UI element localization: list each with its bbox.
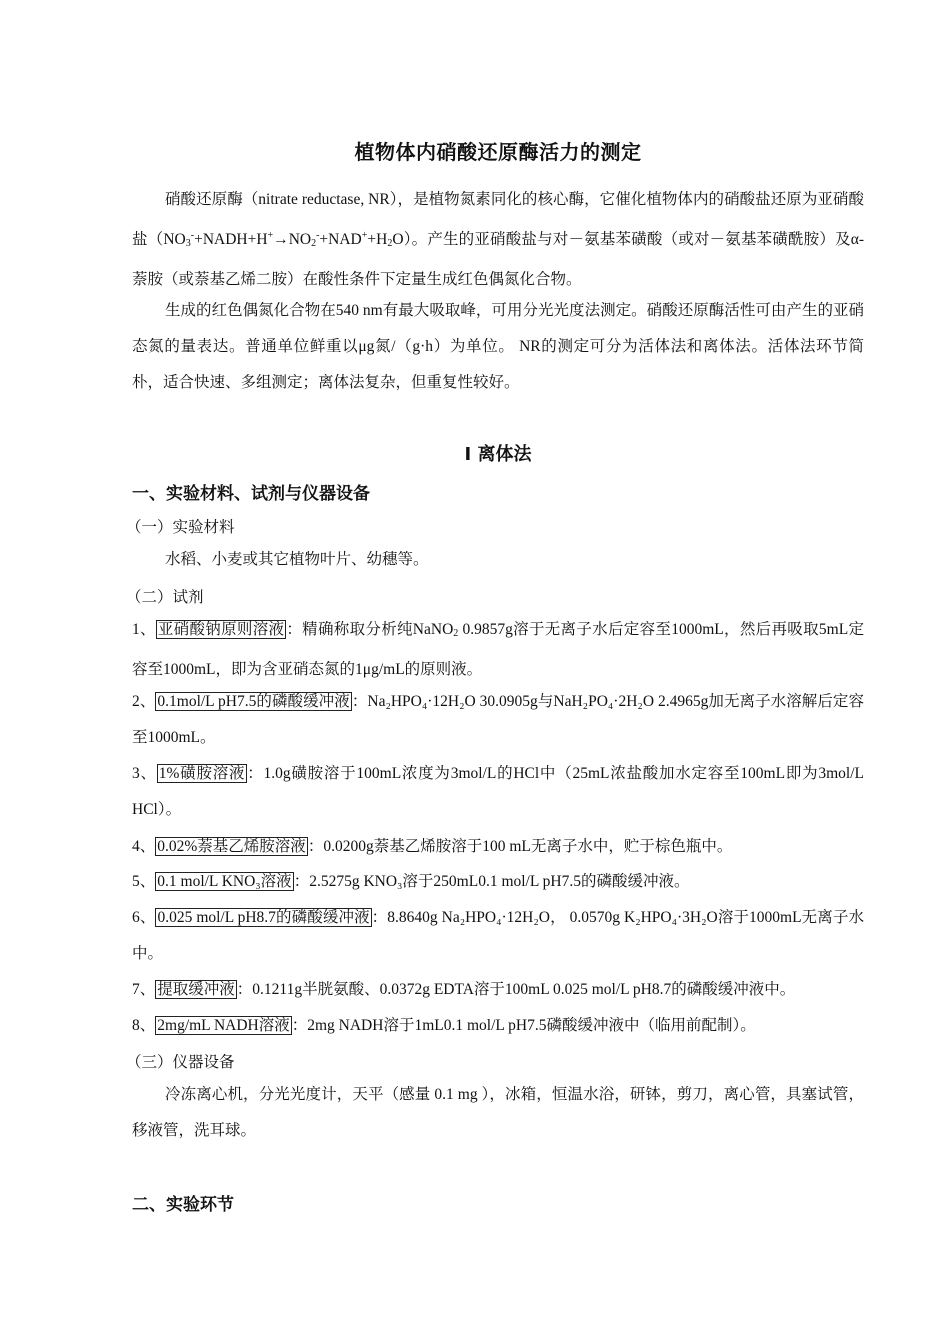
reagents-heading: （二）试剂 [126, 589, 204, 606]
materials-text: 水稻、小麦或其它植物叶片、幼穗等。 [165, 551, 429, 568]
reagent-item-2: 2、 0.1mol/L pH7.5的磷酸缓冲液 ：Na₂HPO₄·12H₂O 30.0905g与NaH₂PO₄·2H₂O 2.4965g加无离子水溶解后定容至1000mL。 [132, 693, 864, 746]
reagent-name-boxed: 提取缓冲液 [157, 981, 235, 998]
intro-paragraph-1: 硝酸还原酶（nitrate reductase, NR），是植物氮素同化的核心酶，它催化植物体内的硝酸盐还原为亚硝酸盐$(NO_3^-+NADH+H^+\to NO_2^-+NAD^++H_2O)$。产生的亚硝酸盐与对－氨基苯磺酸（或对－氨基苯磺酰胺）及α-萘胺（或萘基乙烯二胺）在酸性条件下定量生成红色偶氮化合物。 [132, 191, 864, 288]
intro-paragraph-2: 生成的红色偶氮化合物在540 nm有最大吸取峰，可用分光光度法测定。硝酸还原酶活性可由产生的亚硝态氮的量表达。普通单位鲜重以μg氮/（g·h）为单位。 NR的测定可分为活体法和离体法。活体法环节简朴，适合快速、多组测定；离体法复杂，但重复性较好。 [132, 302, 864, 391]
reagent-item-7: 7、 提取缓冲液 ：0.1211g半胱氨酸、0.0372g EDTA溶于100mL 0.025 mol/L pH8.7的磷酸缓冲液中。 [132, 981, 796, 998]
reagent-name-boxed: 0.1mol/L pH7.5的磷酸缓冲液 [157, 693, 350, 710]
reagent-name-boxed: 亚硝酸钠原则溶液 [157, 621, 285, 638]
section-title: I 离体法 [464, 444, 532, 465]
reagent-item-1: 1、 亚硝酸钠原则溶液 ：精确称取分析纯NaNO$_2$ 0.9857g溶于无离子水后定容至1000mL，然后再吸取5mL定容至1000mL，即为含亚硝态氮的1μg/mL的原则液。 [132, 621, 864, 678]
reagent-item-4: 4、 0.02%萘基乙烯胺溶液 ：0.0200g萘基乙烯胺溶于100 mL无离子水中，贮于棕色瓶中。 [132, 838, 733, 855]
reagent-name-boxed: 1%磺胺溶液 [158, 765, 246, 782]
reagent-name-boxed: 0.1 mol/L KNO₃溶液 [157, 873, 292, 890]
part2-heading: 二、实验环节 [132, 1195, 234, 1215]
document-title: 植物体内硝酸还原酶活力的测定 [354, 140, 642, 164]
part1-heading: 一、实验材料、试剂与仪器设备 [132, 484, 370, 504]
equipment-heading: （三）仪器设备 [126, 1054, 235, 1071]
reagent-name-boxed: 0.025 mol/L pH8.7的磷酸缓冲液 [157, 909, 370, 926]
reagent-name-boxed: 2mg/mL NADH溶液 [157, 1017, 290, 1034]
reagent-item-5: 5、 0.1 mol/L KNO₃溶液 ：2.5275g KNO₃溶于250mL0.1 mol/L pH7.5的磷酸缓冲液。 [132, 873, 690, 890]
reagent-item-8: 8、 2mg/mL NADH溶液 ：2mg NADH溶于1mL0.1 mol/L pH7.5磷酸缓冲液中（临用前配制）。 [132, 1017, 756, 1034]
equipment-text: 冷冻离心机，分光光度计，天平（感量 0.1 mg ），冰箱，恒温水浴，研钵，剪刀，离心管，具塞试管，移液管，洗耳球。 [132, 1086, 864, 1139]
reagent-item-3: 3、 1%磺胺溶液 ：1.0g磺胺溶于100mL浓度为3mol/L的HCl中（25mL浓盐酸加水定容至100mL即为3mol/L HCl）。 [132, 765, 864, 818]
reagent-name-boxed: 0.02%萘基乙烯胺溶液 [157, 838, 306, 855]
materials-heading: （一）实验材料 [126, 519, 235, 536]
reagent-item-6: 6、 0.025 mol/L pH8.7的磷酸缓冲液 ：8.8640g Na₂HPO₄·12H₂O， 0.0570g K₂HPO₄·3H₂O溶于1000mL无离子水中。 [132, 909, 864, 962]
